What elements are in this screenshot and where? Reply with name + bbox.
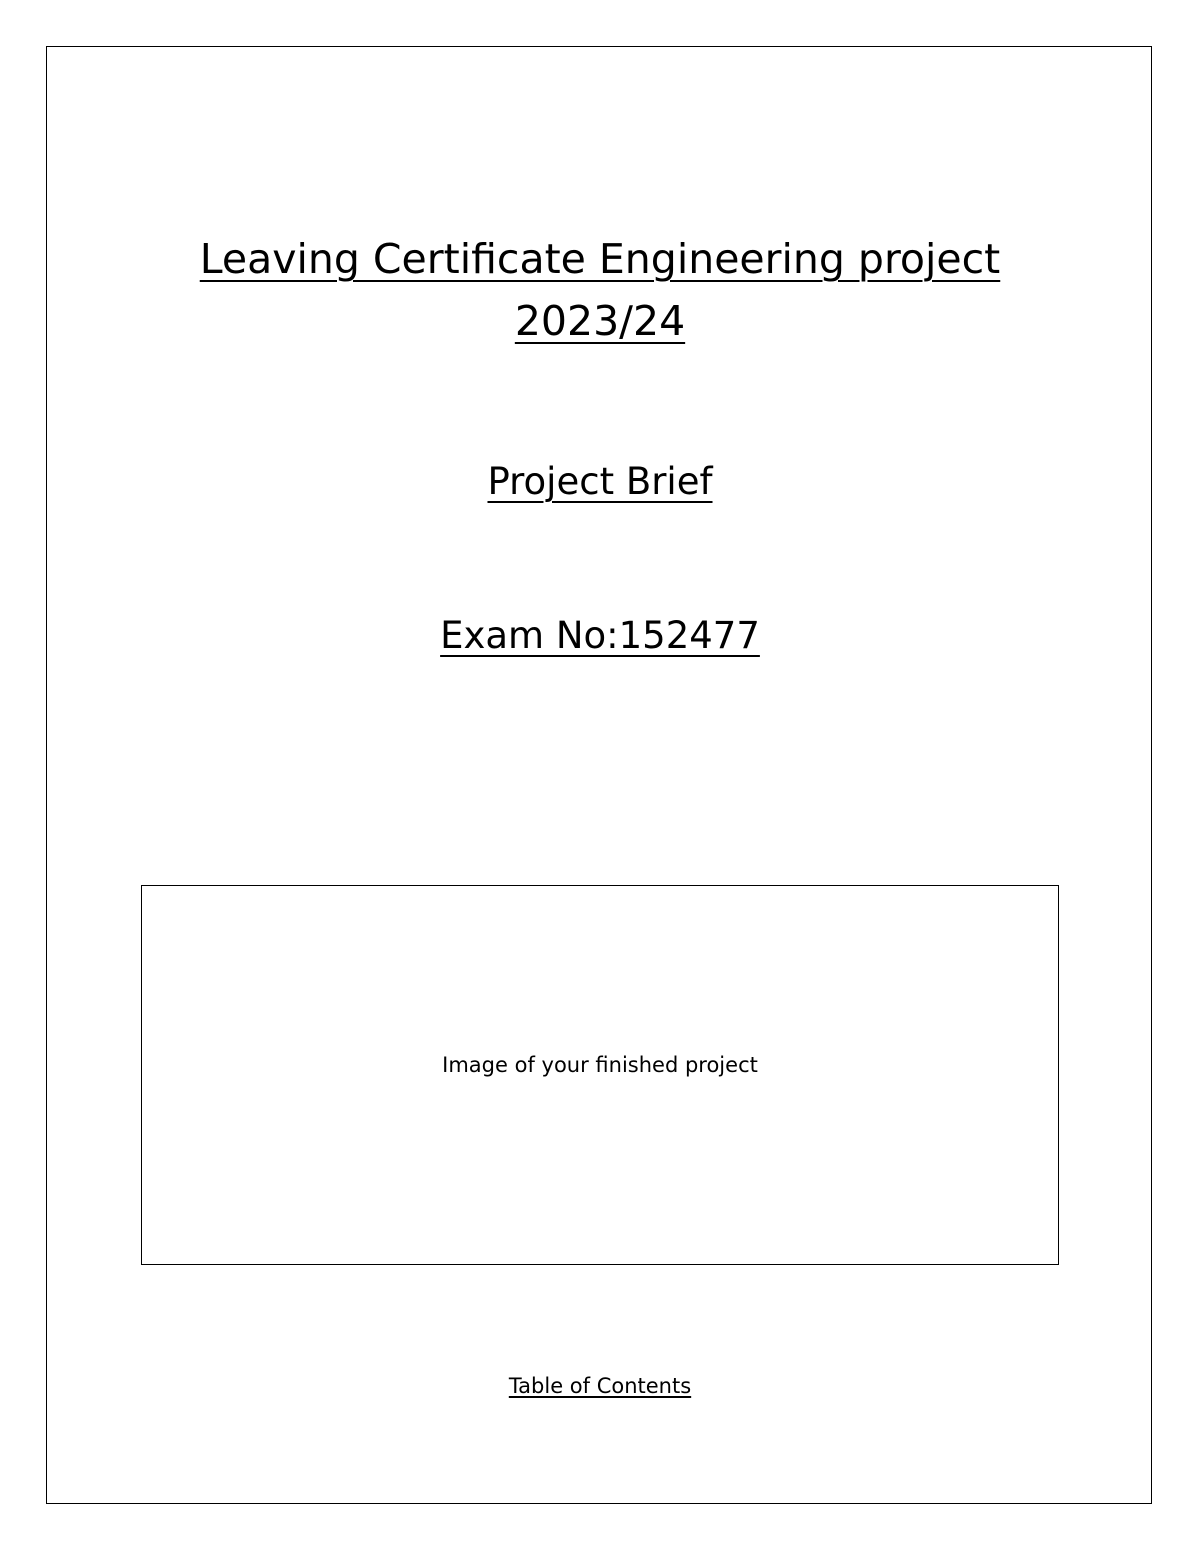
document-title: [100, 228, 1100, 352]
exam-number-label: Exam No:152477: [440, 614, 760, 657]
project-image-placeholder: [141, 885, 1059, 1265]
image-placeholder-label: Image of your finished project: [442, 1053, 758, 1077]
project-brief-heading: [100, 458, 1100, 506]
title-line-1: Leaving Certificate Engineering project: [199, 235, 1001, 283]
table-of-contents-heading: [100, 1372, 1100, 1400]
project-brief-label: Project Brief: [487, 460, 713, 503]
title-line-2: 2023/24: [514, 297, 686, 345]
table-of-contents-label: Table of Contents: [508, 1374, 692, 1398]
exam-number-heading: [100, 612, 1100, 660]
